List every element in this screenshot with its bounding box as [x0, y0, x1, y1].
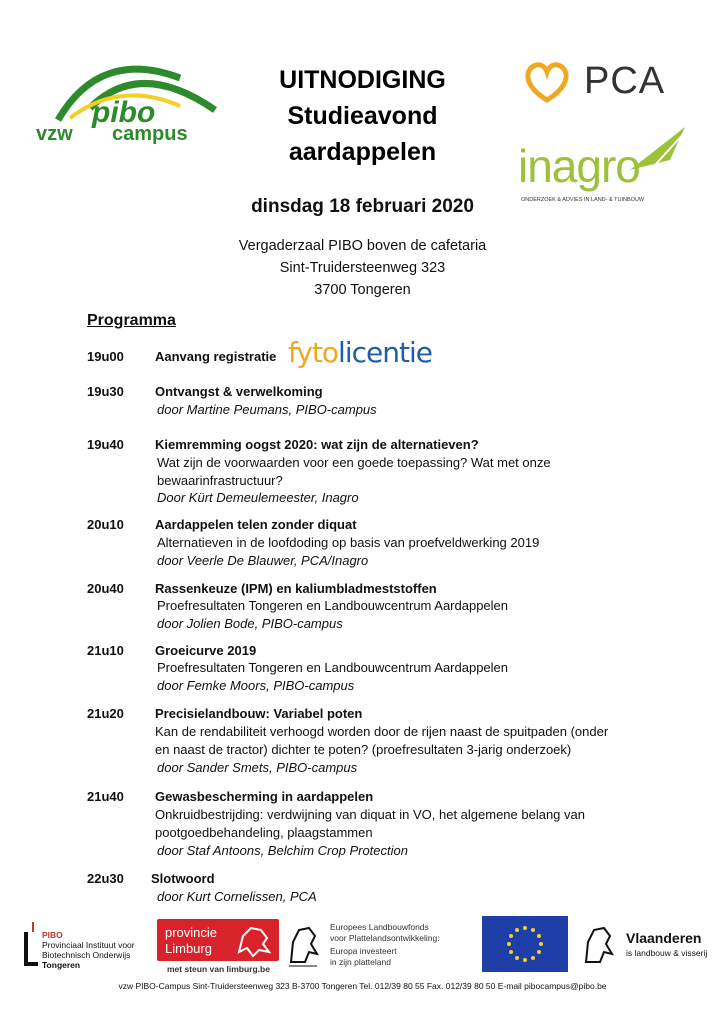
venue-line-1: Vergaderzaal PIBO boven de cafetaria: [238, 238, 487, 254]
program-heading: Programma: [87, 312, 176, 329]
item-5-desc-1: Proefresultaten Tongeren en Landbouwcentrum Aardappelen: [157, 598, 509, 613]
title-line-2: Studieavond: [287, 102, 438, 130]
item-4-desc-1: Alternatieven in de loofdoding op basis van proefveldwerking 2019: [157, 535, 540, 550]
pca-text: PCA: [584, 60, 666, 102]
inagro-logo: [515, 125, 705, 210]
pibo-campus-logo: [30, 58, 220, 153]
pibo-line-2: Biotechnisch Onderwijs: [42, 950, 131, 960]
item-3-desc-2: bewaarinfrastructuur?: [157, 473, 283, 488]
item-9-title: Slotwoord: [151, 871, 215, 886]
venue: [200, 235, 525, 301]
inagro-text: inagro: [518, 140, 640, 192]
pibo-institute-logo: [22, 920, 152, 970]
eu-flag: [482, 916, 568, 972]
item-3-speaker: Door Kürt Demeulemeester, Inagro: [157, 490, 359, 505]
vlaanderen-sub: is landbouw & visserij: [626, 948, 708, 958]
time-8: 21u40: [87, 789, 124, 804]
eu-stars-icon: [482, 916, 568, 972]
eafrd-text: [330, 922, 440, 968]
pibo-line-1: Provinciaal Instituut voor: [42, 940, 135, 950]
time-7: 21u20: [87, 706, 124, 721]
flemish-lion-icon-1: [285, 922, 321, 968]
item-5-speaker: door Jolien Bode, PIBO-campus: [157, 616, 343, 631]
item-7-speaker: door Sander Smets, PIBO-campus: [157, 760, 358, 775]
item-7-desc-1: Kan de rendabiliteit verhoogd worden door de rijen naast de spuitpaden (onder: [155, 724, 609, 739]
item-8-desc-1: Onkruidbestrijding: verdwijning van diquat in VO, het algemene belang van: [155, 807, 585, 822]
pibo-brand-text: pibo: [92, 96, 156, 129]
item-3-desc-1: Wat zijn de voorwaarden voor een goede toepassing? Wat met onze: [157, 455, 551, 470]
time-5: 20u40: [87, 581, 124, 596]
lion-icon: [233, 922, 275, 958]
pibo-short: PIBO: [42, 930, 63, 940]
venue-line-2: Sint-Truidersteenweg 323: [279, 260, 446, 276]
pca-heart-icon: [522, 60, 572, 104]
item-4-speaker: door Veerle De Blauwer, PCA/Inagro: [157, 553, 369, 568]
limburg-support: met steun van limburg.be: [167, 964, 270, 974]
item-2-title: Ontvangst & verwelkoming: [155, 384, 323, 399]
time-1: 19u00: [87, 349, 124, 364]
page-title: [200, 62, 525, 170]
vlaanderen-name: Vlaanderen: [626, 930, 702, 946]
inagro-tagline: ONDERZOEK & ADVIES IN LAND- & TUINBOUW: [521, 197, 645, 203]
item-3-title: Kiemremming oogst 2020: wat zijn de alternatieven?: [155, 437, 479, 452]
item-6-speaker: door Femke Moors, PIBO-campus: [157, 678, 355, 693]
item-5-title: Rassenkeuze (IPM) en kaliumbladmeststoffen: [155, 581, 437, 596]
time-4: 20u10: [87, 517, 124, 532]
item-8-desc-2: pootgoedbehandeling, plaagstammen: [155, 825, 373, 840]
time-6: 21u10: [87, 643, 124, 658]
pibo-left-text: vzw: [36, 123, 73, 145]
item-8-speaker: door Staf Antoons, Belchim Crop Protection: [157, 843, 408, 858]
limburg-line-2: Limburg: [165, 941, 212, 956]
eafrd-line-1: Europees Landbouwfonds: [330, 922, 429, 932]
event-date: dinsdag 18 februari 2020: [251, 196, 474, 217]
fytolicentie-logo: [288, 336, 432, 369]
item-8-title: Gewasbescherming in aardappelen: [155, 789, 374, 804]
pibo-line-3: Tongeren: [42, 960, 81, 970]
time-9: 22u30: [87, 871, 124, 886]
time-3: 19u40: [87, 437, 124, 452]
item-7-desc-2: en naast de tractor) dichter te poten? (proefresultaten 3-jarig onderzoek): [155, 742, 572, 757]
item-7-title: Precisielandbouw: Variabel poten: [155, 706, 363, 721]
limburg-line-1: provincie: [165, 925, 218, 940]
pibo-mark-icon: [22, 920, 40, 968]
eafrd-line-2: voor Plattelandsontwikkeling:: [330, 933, 440, 943]
eafrd-line-4: in zijn platteland: [330, 957, 391, 967]
pibo-right-text: campus: [112, 123, 188, 145]
vlaanderen-logo: [580, 922, 715, 968]
provincie-limburg-logo: [157, 919, 279, 979]
item-6-title: Groeicurve 2019: [155, 643, 257, 658]
pca-logo: [522, 58, 692, 108]
venue-line-3: 3700 Tongeren: [314, 282, 411, 298]
licentie-text: licentie: [338, 336, 432, 369]
time-2: 19u30: [87, 384, 124, 399]
item-1-title: Aanvang registratie: [155, 349, 277, 364]
item-9-speaker: door Kurt Cornelissen, PCA: [157, 889, 317, 904]
title-line-3: aardappelen: [288, 138, 437, 166]
title-line-1: UITNODIGING: [279, 66, 446, 94]
footer-address: vzw PIBO-Campus Sint-Truidersteenweg 323 B-3700 Tongeren Tel. 012/39 80 55 Fax. 012/39 80 50 E-mail pibocampus@pibo.be: [118, 981, 607, 991]
item-6-desc-1: Proefresultaten Tongeren en Landbouwcentrum Aardappelen: [157, 660, 509, 675]
item-2-speaker: door Martine Peumans, PIBO-campus: [157, 402, 377, 417]
flemish-lion-icon-2: [580, 922, 616, 968]
item-4-title: Aardappelen telen zonder diquat: [155, 517, 357, 532]
fyto-text: fyto: [288, 336, 339, 369]
eafrd-line-3: Europa investeert: [330, 946, 397, 956]
